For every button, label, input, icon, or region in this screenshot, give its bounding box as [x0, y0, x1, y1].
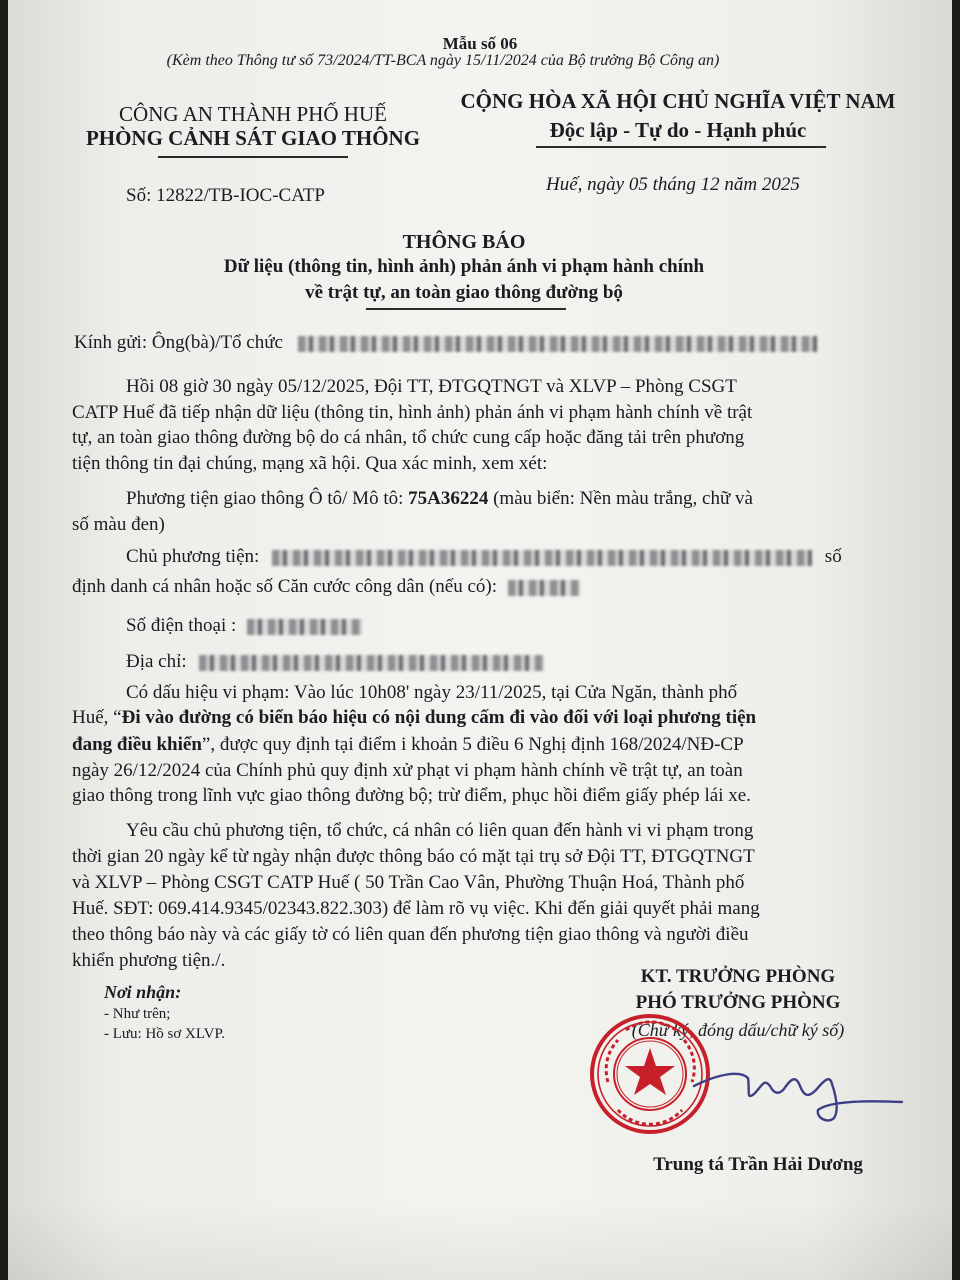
violation-behavior: Đi vào đường có biển báo hiệu có nội dung cấm đi vào đối với loại phương tiện [121, 707, 757, 728]
owner-suffix: số [824, 546, 842, 567]
owner-id-line [72, 574, 580, 600]
form-attachment-note: (Kèm theo Thông tư số 73/2024/TT-BCA ngày 15/11/2024 của Bộ trưởng Bộ Công an) [166, 52, 720, 69]
recipients-item-1: - Như trên; [104, 1006, 171, 1022]
title-underline [366, 308, 566, 310]
violation-prefix: Huế, “ [72, 707, 122, 728]
owner-line [126, 544, 842, 570]
intro-line-4: tiện thông tin đại chúng, mạng xã hội. Qua xác minh, xem xét: [72, 453, 548, 474]
form-number: Mẫu số 06 [442, 34, 518, 53]
intro-line-2: CATP Huế đã tiếp nhận dữ liệu (thông tin, hình ảnh) phản ánh vi phạm hành chính về trật [72, 402, 753, 423]
vehicle-line [126, 486, 753, 512]
national-title: CỘNG HÒA XÃ HỘI CHỦ NGHĨA VIỆT NAM [460, 89, 896, 113]
phone-label: Số điện thoại : [126, 615, 237, 636]
department-underline [158, 156, 348, 158]
national-motto: Độc lập - Tự do - Hạnh phúc [549, 118, 807, 142]
redacted-owner-id [508, 580, 580, 596]
request-line-4: Huế. SĐT: 069.414.9345/02343.822.303) để làm rõ vụ việc. Khi đến giải quyết phải mang [72, 898, 760, 919]
violation-behavior-end: đang điều khiển [72, 734, 202, 755]
address-line [126, 649, 544, 675]
owner-label: Chủ phương tiện: [126, 546, 260, 567]
redacted-recipient [298, 336, 818, 352]
violation-line-4: ngày 26/12/2024 của Chính phủ quy định xử phạt vi phạm hành chính về trật tự, an toàn [72, 760, 743, 781]
signer-role-1: KT. TRƯỞNG PHÒNG [640, 966, 836, 987]
signature-note: (Chữ ký, đóng dấu/chữ ký số) [631, 1020, 845, 1040]
violation-line-5: giao thông trong lĩnh vực giao thông đường bộ; trừ điểm, phục hồi điểm giấy phép lái xe. [72, 785, 751, 806]
request-line-1: Yêu cầu chủ phương tiện, tổ chức, cá nhân có liên quan đến hành vi vi phạm trong [126, 820, 754, 841]
redacted-phone [247, 619, 362, 635]
plate-color-info: (màu biển: Nền màu trắng, chữ và [493, 488, 753, 509]
plate-color-info-2: số màu đen) [72, 514, 165, 535]
request-line-5: theo thông báo này và các giấy tờ có liên quan đến phương tiện giao thông và người điều [72, 924, 749, 945]
violation-line-3 [72, 732, 744, 758]
vehicle-label: Phương tiện giao thông Ô tô/ Mô tô: [126, 488, 404, 509]
redacted-owner-name [272, 550, 812, 566]
recipient-line [74, 330, 818, 356]
handwritten-signature-icon [688, 1056, 908, 1128]
license-plate: 75A36224 [408, 488, 489, 509]
redacted-address [199, 655, 544, 671]
request-line-6: khiển phương tiện./. [72, 950, 226, 971]
document-page [8, 0, 952, 1280]
request-line-2: thời gian 20 ngày kể từ ngày nhận được thông báo có mặt tại trụ sở Đội TT, ĐTGQTNGT [72, 846, 755, 867]
intro-line-1: Hồi 08 giờ 30 ngày 05/12/2025, Đội TT, ĐTGQTNGT và XLVP – Phòng CSGT [126, 376, 737, 397]
phone-line [126, 613, 362, 639]
motto-underline [536, 146, 826, 148]
agency-name: CÔNG AN THÀNH PHỐ HUẾ [119, 102, 387, 126]
document-subtitle-2: về trật tự, an toàn giao thông đường bộ [305, 282, 623, 303]
recipients-title: Nơi nhận: [104, 982, 182, 1002]
document-subtitle-1: Dữ liệu (thông tin, hình ảnh) phản ánh vi phạm hành chính [223, 256, 705, 277]
recipient-label: Kính gửi: Ông(bà)/Tổ chức [74, 332, 283, 353]
place-date: Huế, ngày 05 tháng 12 năm 2025 [546, 174, 800, 195]
violation-line-1: Có dấu hiệu vi phạm: Vào lúc 10h08' ngày 23/11/2025, tại Cửa Ngăn, thành phố [126, 682, 738, 703]
violation-legal-basis: ”, được quy định tại điểm i khoản 5 điều 6 Nghị định 168/2024/NĐ-CP [201, 734, 744, 755]
address-label: Địa chỉ: [126, 651, 187, 672]
signer-name: Trung tá Trần Hải Dương [653, 1154, 863, 1175]
signer-role-2: PHÓ TRƯỞNG PHÒNG [635, 992, 841, 1013]
document-number: Số: 12822/TB-IOC-CATP [126, 185, 325, 206]
owner-id-label: định danh cá nhân hoặc số Căn cước công dân (nếu có): [72, 576, 498, 597]
intro-line-3: tự, an toàn giao thông đường bộ do cá nhân, tổ chức cung cấp hoặc đăng tải trên phương [72, 427, 745, 448]
document-title: THÔNG BÁO [402, 231, 526, 253]
page-shadow [8, 1200, 952, 1280]
violation-line-2 [72, 705, 756, 731]
department-name: PHÒNG CẢNH SÁT GIAO THÔNG [85, 126, 421, 150]
request-line-3: và XLVP – Phòng CSGT CATP Huế ( 50 Trần Cao Vân, Phường Thuận Hoá, Thành phố [72, 872, 745, 893]
recipients-item-2: - Lưu: Hồ sơ XLVP. [104, 1026, 225, 1042]
